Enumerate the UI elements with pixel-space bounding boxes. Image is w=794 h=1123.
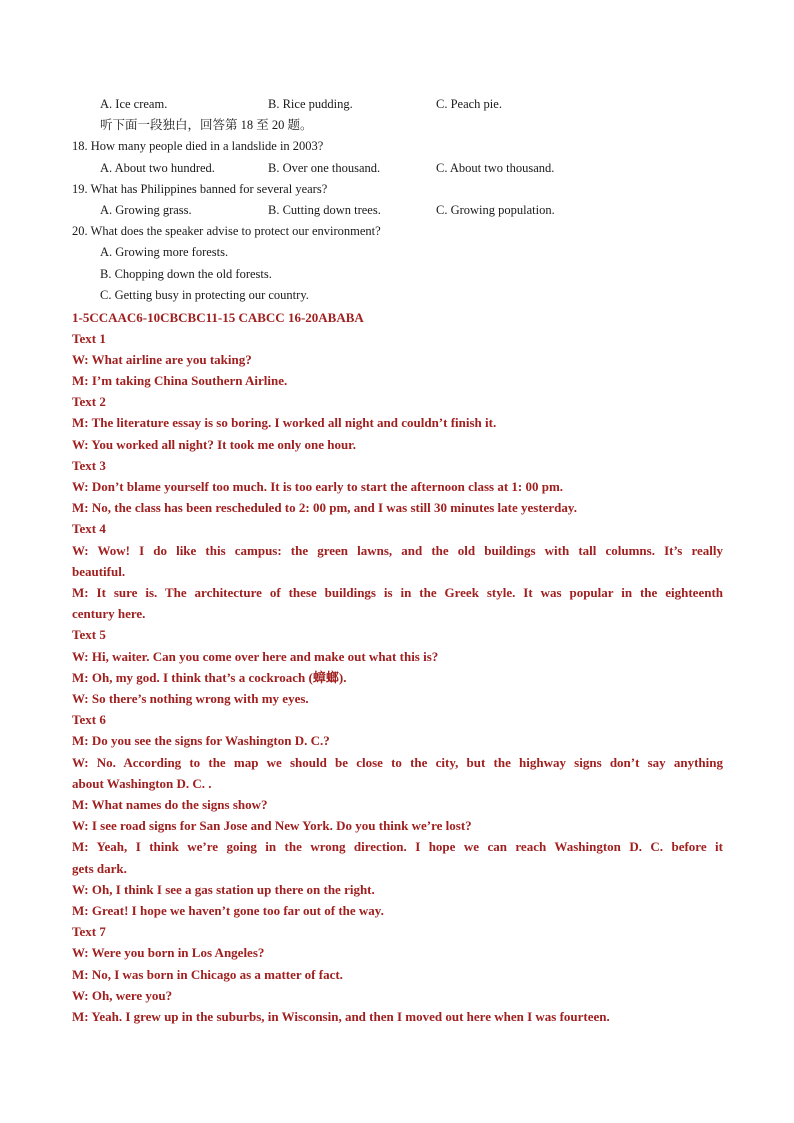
q20-option-a: A. Growing more forests. [100, 245, 229, 259]
q19-option-a: A. Growing grass. [100, 203, 192, 217]
transcript-line: W: Oh, were you? [72, 988, 173, 1003]
transcript-line: W: Don’t blame yourself too much. It is too early to start the afternoon class at 1: 00 pm. [72, 479, 564, 494]
answer-key: 1-5CCAAC6-10CBCBC11-15 CABCC 16-20ABABA [72, 310, 364, 325]
transcript-heading: Text 4 [72, 521, 106, 536]
transcript-line: M: The literature essay is so boring. I worked all night and couldn’t finish it. [72, 415, 497, 430]
transcript-line: M: It sure is. The architecture of these buildings is in the Greek style. It was popular in the eighteenth [72, 585, 723, 600]
transcript-line: M: Do you see the signs for Washington D. C.? [72, 733, 330, 748]
transcript-line: W: So there’s nothing wrong with my eyes. [72, 691, 309, 706]
q17-option-a: A. Ice cream. [100, 97, 168, 111]
q20-option-b: B. Chopping down the old forests. [100, 267, 272, 281]
q18-option-b: B. Over one thousand. [268, 161, 381, 175]
q17-option-b: B. Rice pudding. [268, 97, 353, 111]
transcript-line: M: No, I was born in Chicago as a matter of fact. [72, 967, 343, 982]
q18-options-row [0, 158, 794, 179]
transcript-line: W: Oh, I think I see a gas station up there on the right. [72, 882, 375, 897]
q17-option-c: C. Peach pie. [436, 97, 502, 111]
transcript-line: beautiful. [72, 564, 126, 579]
q19-option-b: B. Cutting down trees. [268, 203, 381, 217]
transcript-line: century here. [72, 606, 146, 621]
q20-stem: 20. What does the speaker advise to protect our environment? [72, 224, 381, 238]
transcript-line: W: Wow! I do like this campus: the green lawns, and the old buildings with tall columns. It’s really [72, 543, 723, 558]
transcript-line: gets dark. [72, 861, 127, 876]
q20-option-c: C. Getting busy in protecting our country. [100, 288, 309, 302]
transcript-line: M: Great! I hope we haven’t gone too far out of the way. [72, 903, 384, 918]
q17-options-row [0, 94, 794, 115]
q19-options-row [0, 200, 794, 221]
q19-option-c: C. Growing population. [436, 203, 555, 217]
transcript-line: about Washington D. C. . [72, 776, 212, 791]
transcript-heading: Text 2 [72, 394, 106, 409]
transcript-line: M: Yeah. I grew up in the suburbs, in Wisconsin, and then I moved out here when I was fourteen. [72, 1009, 610, 1024]
transcript-heading: Text 7 [72, 924, 106, 939]
transcript-heading: Text 5 [72, 627, 106, 642]
q18-stem: 18. How many people died in a landslide in 2003? [72, 139, 324, 153]
transcript-line: M: I’m taking China Southern Airline. [72, 373, 288, 388]
transcript-heading: Text 6 [72, 712, 106, 727]
transcript-line: M: No, the class has been rescheduled to 2: 00 pm, and I was still 30 minutes late yesterday. [72, 500, 577, 515]
transcript-heading: Text 1 [72, 331, 106, 346]
transcript-line: W: Hi, waiter. Can you come over here and make out what this is? [72, 649, 439, 664]
q18-option-a: A. About two hundred. [100, 161, 215, 175]
transcript-heading: Text 3 [72, 458, 106, 473]
q19-stem: 19. What has Philippines banned for several years? [72, 182, 328, 196]
transcript-line: M: What names do the signs show? [72, 797, 268, 812]
transcript-line: W: No. According to the map we should be close to the city, but the highway signs don’t say anything [72, 755, 723, 770]
section-instruction: 听下面一段独白，回答第 18 至 20 题。 [100, 118, 313, 132]
transcript-line: W: I see road signs for San Jose and New York. Do you think we’re lost? [72, 818, 472, 833]
transcript-line: M: Oh, my god. I think that’s a cockroach (蟑螂). [72, 670, 347, 685]
transcript-line: W: What airline are you taking? [72, 352, 252, 367]
transcript-line: W: You worked all night? It took me only one hour. [72, 437, 356, 452]
transcript-line: W: Were you born in Los Angeles? [72, 945, 265, 960]
transcript-line: M: Yeah, I think we’re going in the wrong direction. I hope we can reach Washington D. C. before it [72, 839, 723, 854]
q18-option-c: C. About two thousand. [436, 161, 555, 175]
